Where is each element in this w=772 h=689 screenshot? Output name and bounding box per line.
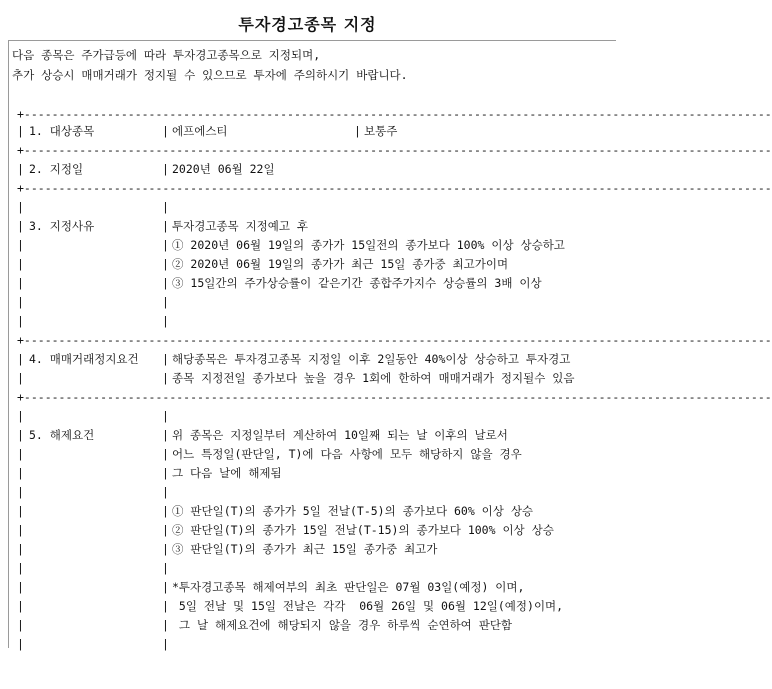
row-bar: | xyxy=(162,314,169,328)
row-release xyxy=(17,502,617,520)
row-bar: | xyxy=(162,219,169,233)
release-note-line: 그 날 해제요건에 해당되지 않을 경우 하루씩 순연하여 판단함 xyxy=(172,618,513,632)
reason-line: ③ 15일간의 주가상승률이 같은기간 종합주가지수 상승률의 3배 이상 xyxy=(172,276,542,290)
intro-text xyxy=(12,45,408,85)
row-bar: | xyxy=(17,428,24,442)
row-bar: | xyxy=(162,276,169,290)
row-blank xyxy=(17,559,617,577)
row-release xyxy=(17,464,617,482)
row-blank xyxy=(17,635,617,653)
row-bar: | xyxy=(162,257,169,271)
row-bar: | xyxy=(17,124,24,138)
row-bar: | xyxy=(162,352,169,366)
row-release xyxy=(17,426,617,444)
row-reason xyxy=(17,274,617,292)
row-bar: | xyxy=(162,485,169,499)
row-bar: | xyxy=(162,409,169,423)
reason-line: ① 2020년 06월 19일의 종가가 15일전의 종가보다 100% 이상 상승하고 xyxy=(172,238,565,252)
page-title: 투자경고종목 지정 xyxy=(238,15,377,34)
row-bar: | xyxy=(162,637,169,651)
row-bar: | xyxy=(17,580,24,594)
row-bar: | xyxy=(162,466,169,480)
table-separator: +------------------------------------------------------------------------------------------------------------ xyxy=(17,333,772,347)
row-bar: | xyxy=(17,561,24,575)
row-bar: | xyxy=(162,371,169,385)
release-line: 위 종목은 지정일부터 계산하여 10일째 되는 날 이후의 날로서 xyxy=(172,428,508,442)
halt-line: 해당종목은 투자경고종목 지정일 이후 2일동안 40%이상 상승하고 투자경고 xyxy=(172,352,571,366)
row-trading-halt xyxy=(17,350,617,368)
section-label: 1. 대상종목 xyxy=(29,124,95,138)
row-release xyxy=(17,521,617,539)
row-bar: | xyxy=(354,124,361,138)
row-bar: | xyxy=(162,523,169,537)
section-label: 4. 매매거래정지요건 xyxy=(29,352,139,366)
row-bar: | xyxy=(162,542,169,556)
release-line: 어느 특정일(판단일, T)에 다음 사항에 모두 해당하지 않을 경우 xyxy=(172,447,522,461)
designation-date: 2020년 06월 22일 xyxy=(172,162,275,176)
release-line: ③ 판단일(T)의 종가가 최근 15일 종가중 최고가 xyxy=(172,542,438,556)
row-bar: | xyxy=(17,219,24,233)
row-blank xyxy=(17,312,617,330)
row-bar: | xyxy=(17,618,24,632)
row-blank xyxy=(17,483,617,501)
reason-line: ② 2020년 06월 19일의 종가가 최근 15일 종가중 최고가이며 xyxy=(172,257,509,271)
row-bar: | xyxy=(162,295,169,309)
row-release-note xyxy=(17,597,617,615)
halt-line: 종목 지정전일 종가보다 높을 경우 1회에 한하여 매매거래가 정지될수 있음 xyxy=(172,371,575,385)
release-note-line: *투자경고종목 해제여부의 최초 판단일은 07월 03일(예정) 이며, xyxy=(172,580,525,594)
row-bar: | xyxy=(17,257,24,271)
row-release xyxy=(17,540,617,558)
row-bar: | xyxy=(17,371,24,385)
company-name: 에프에스티 xyxy=(172,124,228,138)
row-bar: | xyxy=(17,599,24,613)
row-release-note xyxy=(17,578,617,596)
row-release-note xyxy=(17,616,617,634)
row-reason xyxy=(17,255,617,273)
release-line: ② 판단일(T)의 종가가 15일 전날(T-15)의 종가보다 100% 이상 상승 xyxy=(172,523,554,537)
row-bar: | xyxy=(17,314,24,328)
row-bar: | xyxy=(17,542,24,556)
table-separator: +------------------------------------------------------------------------------------------------------------ xyxy=(17,390,772,404)
disclosure-document xyxy=(8,40,772,651)
section-label: 2. 지정일 xyxy=(29,162,84,176)
row-bar: | xyxy=(162,238,169,252)
row-blank xyxy=(17,293,617,311)
row-bar: | xyxy=(162,124,169,138)
release-line: ① 판단일(T)의 종가가 5일 전날(T-5)의 종가보다 60% 이상 상승 xyxy=(172,504,534,518)
row-bar: | xyxy=(17,276,24,290)
row-designation-date xyxy=(17,160,617,178)
row-bar: | xyxy=(17,447,24,461)
row-trading-halt xyxy=(17,369,617,387)
row-bar: | xyxy=(162,561,169,575)
release-note-line: 5일 전날 및 15일 전날은 각각 06월 26일 및 06월 12일(예정)이며, xyxy=(172,599,564,613)
row-target-stock xyxy=(17,122,617,140)
row-bar: | xyxy=(17,295,24,309)
row-bar: | xyxy=(162,447,169,461)
section-label: 3. 지정사유 xyxy=(29,219,95,233)
release-line: 그 다음 날에 해제됨 xyxy=(172,466,282,480)
row-bar: | xyxy=(162,162,169,176)
row-bar: | xyxy=(162,599,169,613)
row-bar: | xyxy=(17,200,24,214)
table-separator: +------------------------------------------------------------------------------------------------------------ xyxy=(17,143,772,157)
stock-type: 보통주 xyxy=(364,124,398,138)
row-reason xyxy=(17,217,617,235)
row-bar: | xyxy=(162,618,169,632)
row-bar: | xyxy=(17,409,24,423)
section-label: 5. 해제요건 xyxy=(29,428,95,442)
row-bar: | xyxy=(162,504,169,518)
row-bar: | xyxy=(162,200,169,214)
row-bar: | xyxy=(17,637,24,651)
row-bar: | xyxy=(17,238,24,252)
table-separator: +------------------------------------------------------------------------------------------------------------ xyxy=(17,181,772,195)
row-blank xyxy=(17,198,617,216)
row-release xyxy=(17,445,617,463)
row-bar: | xyxy=(162,580,169,594)
row-bar: | xyxy=(17,352,24,366)
row-bar: | xyxy=(17,523,24,537)
row-blank xyxy=(17,407,617,425)
row-bar: | xyxy=(17,162,24,176)
reason-line: 투자경고종목 지정예고 후 xyxy=(172,219,309,233)
row-reason xyxy=(17,236,617,254)
intro-line: 추가 상승시 매매거래가 정지될 수 있으므로 투자에 주의하시기 바랍니다. xyxy=(12,68,408,82)
table-separator: +------------------------------------------------------------------------------------------------------------ xyxy=(17,107,772,121)
row-bar: | xyxy=(162,428,169,442)
row-bar: | xyxy=(17,504,24,518)
row-bar: | xyxy=(17,466,24,480)
row-bar: | xyxy=(17,485,24,499)
intro-line: 다음 종목은 주가급등에 따라 투자경고종목으로 지정되며, xyxy=(12,48,321,62)
